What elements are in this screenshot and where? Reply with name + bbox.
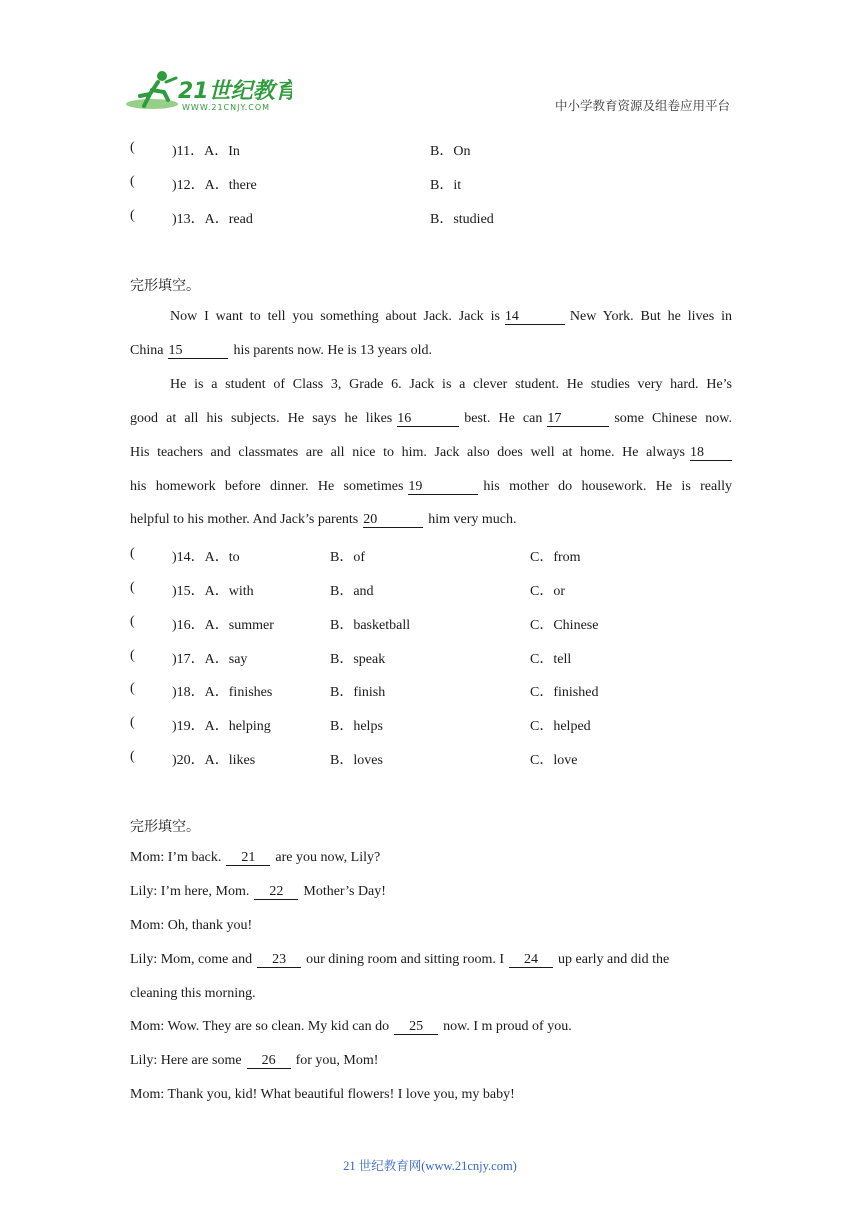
answer-paren[interactable]: ( (130, 140, 135, 155)
blank-14[interactable]: 14 (505, 309, 565, 325)
option-b: B．and (330, 584, 374, 599)
option-a: )20．A．likes (172, 753, 256, 768)
option-c: C．from (530, 550, 581, 565)
passage-line: helpful to his mother. And Jack’s parents 20 him very much. (130, 512, 517, 527)
option-c: C．Chinese (530, 618, 599, 633)
option-b: B．loves (330, 753, 383, 768)
blank-20[interactable]: 20 (363, 512, 423, 528)
dialogue-line: Mom: Wow. They are so clean. My kid can do 25 now. I m proud of you. (130, 1019, 572, 1034)
option-a: )19．A．helping (172, 719, 271, 734)
answer-paren[interactable]: ( (130, 208, 135, 223)
dialogue-line: Mom: Thank you, kid! What beautiful flowers! I love you, my baby! (130, 1087, 515, 1102)
dialogue-line: cleaning this morning. (130, 986, 256, 1001)
option-a: )15．A．with (172, 584, 254, 599)
blank-16[interactable]: 16 (397, 411, 459, 427)
section-title: 完形填空。 (130, 820, 200, 835)
blank-19[interactable]: 19 (408, 479, 478, 495)
dialogue-line: Mom: Oh, thank you! (130, 918, 253, 933)
option-c: C．finished (530, 685, 599, 700)
passage-line: his homework before dinner. He sometimes 19 his mother do housework. He is really (130, 479, 732, 494)
answer-paren[interactable]: ( (130, 614, 135, 629)
passage-line: Now I want to tell you something about Jack. Jack is 14 New York. But he lives in (170, 309, 732, 324)
option-b: B．finish (330, 685, 386, 700)
dialogue-line: Lily: Here are some 26 for you, Mom! (130, 1053, 379, 1068)
answer-paren[interactable]: ( (130, 715, 135, 730)
dialogue-line: Lily: I’m here, Mom. 22 Mother’s Day! (130, 884, 386, 899)
passage-line: good at all his subjects. He says he likes 16 best. He can 17 some Chinese now. (130, 411, 732, 426)
option-b: B．of (330, 550, 365, 565)
answer-paren[interactable]: ( (130, 546, 135, 561)
blank-22[interactable]: 22 (254, 884, 298, 900)
option-b: B．speak (330, 652, 386, 667)
header-platform-text: 中小学教育资源及组卷应用平台 (554, 99, 730, 113)
blank-18[interactable]: 18 (690, 445, 732, 461)
blank-21[interactable]: 21 (226, 850, 270, 866)
runner-logo-icon (122, 68, 292, 116)
option-b: B．studied (430, 212, 494, 227)
blank-17[interactable]: 17 (547, 411, 609, 427)
blank-25[interactable]: 25 (394, 1019, 438, 1035)
option-a: )14．A．to (172, 550, 240, 565)
option-a: )17．A．say (172, 652, 248, 667)
option-b: B．helps (330, 719, 383, 734)
blank-15[interactable]: 15 (168, 343, 228, 359)
footer-link[interactable]: 21 世纪教育网(www.21cnjy.com) (343, 1159, 517, 1173)
option-b: B．On (430, 144, 471, 159)
dialogue-line: Lily: Mom, come and 23 our dining room and sitting room. I 24 up early and did the (130, 952, 670, 967)
option-c: C．tell (530, 652, 572, 667)
answer-paren[interactable]: ( (130, 749, 135, 764)
option-a: )13．A．read (172, 212, 253, 227)
blank-23[interactable]: 23 (257, 952, 301, 968)
option-c: C．helped (530, 719, 591, 734)
passage-line: His teachers and classmates are all nice to him. Jack also does well at home. He always 18 (130, 445, 732, 461)
passage-line: China 15 his parents now. He is 13 years old. (130, 343, 433, 358)
logo-text: 21世纪教育 (178, 79, 292, 104)
passage-line: He is a student of Class 3, Grade 6. Jack is a clever student. He studies very hard. He’s (170, 377, 732, 392)
logo-url: WWW.21CNJY.COM (182, 103, 271, 112)
section-title: 完形填空。 (130, 279, 200, 294)
option-a: )11．A．In (172, 144, 240, 159)
blank-26[interactable]: 26 (247, 1053, 291, 1069)
option-c: C．or (530, 584, 565, 599)
answer-paren[interactable]: ( (130, 681, 135, 696)
answer-paren[interactable]: ( (130, 648, 135, 663)
option-c: C．love (530, 753, 578, 768)
answer-paren[interactable]: ( (130, 174, 135, 189)
option-a: )18．A．finishes (172, 685, 273, 700)
blank-24[interactable]: 24 (509, 952, 553, 968)
dialogue-line: Mom: I’m back. 21 are you now, Lily? (130, 850, 381, 865)
site-logo (122, 68, 292, 116)
answer-paren[interactable]: ( (130, 580, 135, 595)
option-a: )16．A．summer (172, 618, 274, 633)
option-a: )12．A．there (172, 178, 257, 193)
option-b: B．basketball (330, 618, 411, 633)
option-b: B．it (430, 178, 462, 193)
